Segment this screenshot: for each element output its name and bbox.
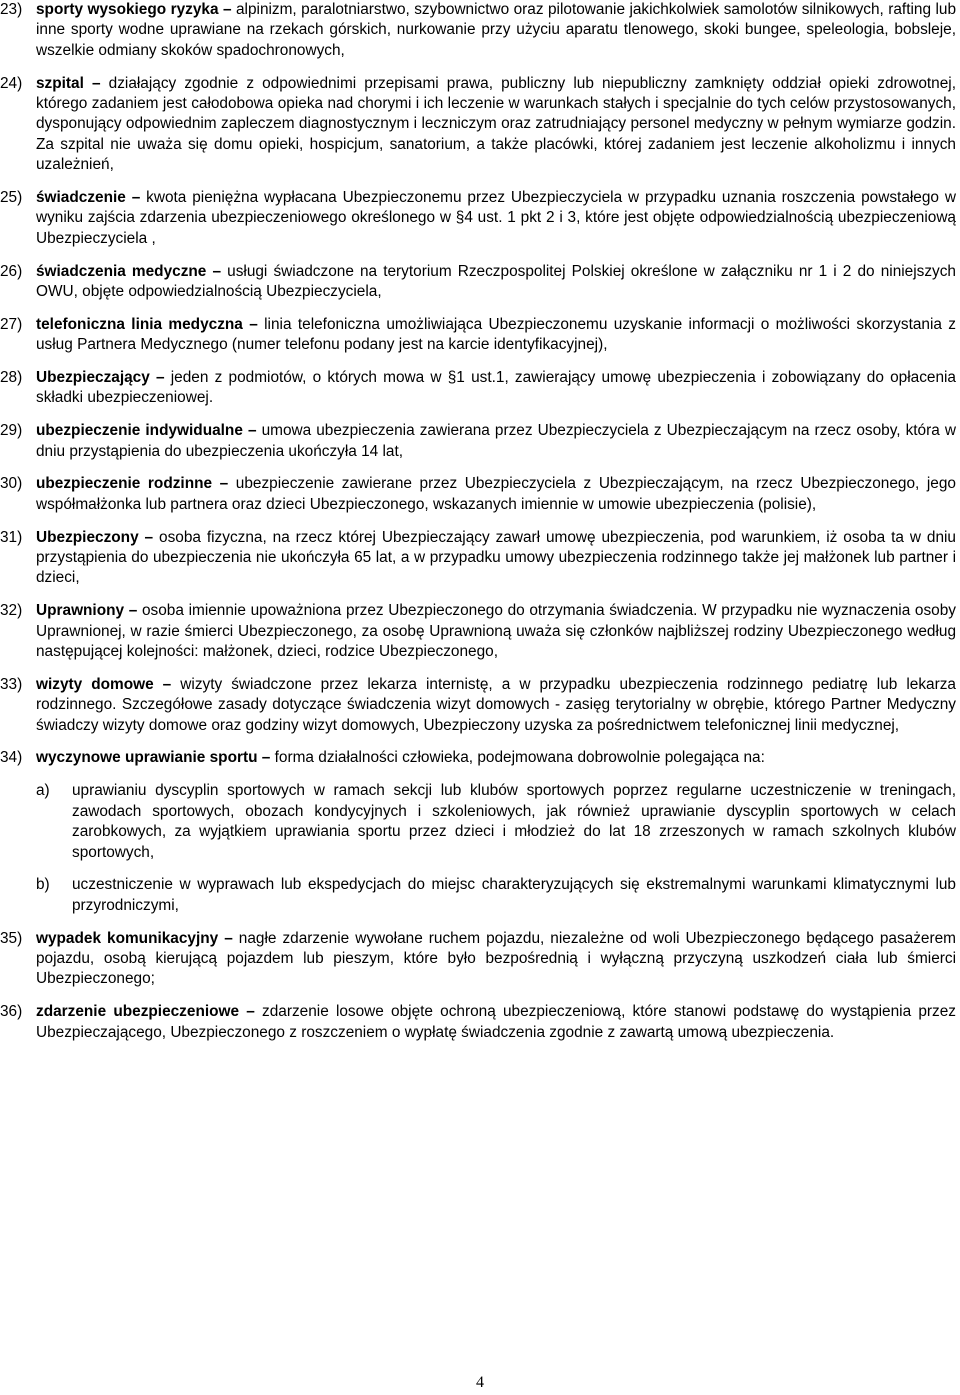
definition-term: sporty wysokiego ryzyka	[36, 1, 219, 18]
definition-item	[0, 474, 960, 515]
definition-term: wypadek komunikacyjny	[36, 929, 219, 947]
definition-item	[0, 188, 960, 249]
definition-term: świadczenie	[36, 189, 126, 207]
definition-term: Uprawniony	[36, 602, 125, 620]
definition-separator: –	[218, 1, 236, 18]
definition-item	[0, 528, 960, 589]
subitem-label: b)	[36, 876, 50, 894]
definition-number: 23)	[0, 1, 23, 18]
definition-number: 24)	[0, 74, 23, 92]
definition-text: zdarzenie losowe objęte ochroną ubezpieczeniową, które stanowi podstawę do wystąpienia przez Ubezpieczającego, Ubezpieczonego z roszczeniem o wypłatę świadczenia zgodnie z zawartą umową ubezpieczenia.	[36, 1003, 956, 1041]
definition-number: 36)	[0, 1003, 23, 1021]
definition-separator: –	[153, 675, 181, 693]
definition-number: 35)	[0, 929, 23, 947]
definition-subitem	[36, 781, 956, 863]
page-number: 4	[476, 1374, 484, 1391]
definition-text: ubezpieczenie zawierane przez Ubezpieczyciela z Ubezpieczającym, na rzecz Ubezpieczonego, jego współmałżonka lub partnera oraz dzieci Ubezpieczonego, wskazanych imiennie w umowie ubezpieczenia (polisie),	[36, 475, 956, 513]
definition-text: osoba imiennie upoważniona przez Ubezpieczonego do otrzymania świadczenia. W przypadku nie wyznaczenia osoby Uprawnionej, w razie śmierci Ubezpieczonego, za osobę Uprawnioną uważa się członków najbliższej rodziny Ubezpieczonego według następującej kolejności: małżonek, dzieci, rodzice Ubezpieczonego,	[36, 602, 956, 661]
definition-text: linia telefoniczna umożliwiająca Ubezpieczonemu uzyskanie informacji o możliwości skorzystania z usług Partnera Medycznego (numer telefonu podany jest na karcie identyfikacyjnej),	[36, 315, 956, 354]
definition-term: Ubezpieczający	[36, 369, 150, 387]
definition-item	[0, 262, 960, 303]
definition-text: umowa ubezpieczenia zawierana przez Ubezpieczyciela z Ubezpieczającym na rzecz osoby, która w dniu przystąpienia do ubezpieczenia ukończyła 14 lat,	[36, 422, 956, 460]
definition-term: wyczynowe uprawianie sportu	[36, 749, 258, 767]
definition-number: 27)	[0, 315, 23, 333]
definition-item	[0, 748, 960, 916]
definition-number: 31)	[0, 528, 23, 546]
definition-number: 33)	[0, 675, 23, 693]
definition-item	[0, 601, 960, 662]
definition-term: szpital	[36, 74, 84, 92]
definition-item	[0, 929, 960, 990]
definition-separator: –	[124, 602, 142, 620]
definition-separator: –	[138, 528, 160, 546]
definition-term: ubezpieczenie rodzinne	[36, 475, 213, 493]
definition-item	[0, 675, 960, 736]
definition-term: telefoniczna linia medyczna	[36, 315, 243, 333]
definition-separator: –	[212, 475, 236, 493]
definition-term: świadczenia medyczne	[36, 262, 207, 280]
definition-text: alpinizm, paralotniarstwo, szybownictwo oraz pilotowanie jakichkolwiek samolotów silnikowych, rafting lub inne sporty wodne uprawiane na rzekach górskich, nurkowanie przy użyciu aparatu tlenowego, skoki bungee, speleologia, bobsleje, wszelkie odmiany skoków spadochronowych,	[36, 1, 956, 59]
definition-item	[0, 315, 960, 356]
definition-term: Ubezpieczony	[36, 528, 139, 546]
definition-text: nagłe zdarzenie wywołane ruchem pojazdu, niezależne od woli Ubezpieczonego będącego pasażerem pojazdu, osobą kierującą pojazdem lub pieszym, które było bezpośrednią i wyłączną przyczyną uszkodzeń ciała lub śmierci Ubezpieczonego;	[36, 929, 956, 988]
definition-text: wizyty świadczone przez lekarza internistę, a w przypadku ubezpieczenia rodzinnego pediatrę lub lekarza rodzinnego. Szczegółowe zasady dotyczące świadczenia wizyt domowych - zasięg terytorialny w obrębie, którego Partner Medyczny świadczy wizyty domowe oraz godziny wizyt domowych, Ubezpieczony uzyska za pośrednictwem telefonicznej linii medycznej,	[36, 675, 956, 734]
definition-separator: –	[206, 262, 228, 280]
definition-separator: –	[83, 74, 109, 92]
definition-number: 34)	[0, 749, 23, 767]
definition-text: kwota pieniężna wypłacana Ubezpieczonemu przez Ubezpieczyciela w przypadku uznania roszczenia powstałego w wyniku zajścia zdarzenia ubezpieczeniowego określonego w §4 ust. 1 pkt 2 i 3, które jest objęte odpowiedzialnością ubezpieczeniową Ubezpieczyciela ,	[36, 189, 956, 247]
definition-term: wizyty domowe	[36, 675, 154, 693]
definition-term: zdarzenie ubezpieczeniowe	[36, 1003, 240, 1021]
definition-text: forma działalności człowieka, podejmowana dobrowolnie polegająca na:	[274, 749, 765, 767]
definition-text: jeden z podmiotów, o których mowa w §1 ust.1, zawierający umowę ubezpieczenia i zobowiązany do opłacenia składki ubezpieczeniowej.	[36, 369, 956, 407]
definition-item	[0, 1002, 960, 1043]
definition-number: 30)	[0, 475, 23, 493]
definition-text: usługi świadczone na terytorium Rzeczpospolitej Polskiej określone w załączniku nr 1 i 2 do niniejszych OWU, objęte odpowiedzialnością Ubezpieczyciela,	[36, 262, 956, 301]
definition-separator: –	[242, 315, 265, 333]
definition-term: ubezpieczenie indywidualne	[36, 422, 243, 440]
definition-separator: –	[125, 189, 147, 207]
definition-number: 25)	[0, 189, 23, 207]
definition-subitem	[36, 875, 956, 916]
subitem-text: uprawianiu dyscyplin sportowych w ramach sekcji lub klubów sportowych poprzez regularne uczestniczenie w treningach, zawodach sportowych, obozach kondycyjnych i szkoleniowych, jak również uprawianie dyscyplin sportowych w celach zarobkowych, za wyjątkiem uprawiania sportu przez dzieci i młodzież do lat 18 zrzeszonych w ramach szkolnych klubów sportowych,	[72, 782, 956, 861]
definition-item	[0, 0, 960, 61]
definition-separator: –	[218, 929, 239, 947]
definition-number: 32)	[0, 602, 23, 620]
definition-item	[0, 368, 960, 409]
subitem-text: uczestniczenie w wyprawach lub ekspedycjach do miejsc charakteryzujących się ekstremalnymi warunkami klimatycznymi lub przyrodniczymi,	[72, 876, 956, 914]
definition-separator: –	[242, 422, 262, 440]
definition-separator: –	[257, 749, 275, 767]
definition-separator: –	[149, 369, 171, 387]
definition-number: 26)	[0, 262, 23, 280]
definition-number: 28)	[0, 369, 23, 387]
definition-text: działający zgodnie z odpowiednimi przepisami prawa, publiczny lub niepubliczny zamknięty oddział opieki zdrowotnej, którego zadaniem jest całodobowa opieka nad chorymi i ich leczenie w warunkach stałych i specjalnie do tych celów przystosowanych, dysponujący odpowiednim zapleczem diagnostycznym i leczniczym oraz zatrudniający personel medyczny w pełnym wymiarze godzin. Za szpital nie uważa się domu opieki, hospicjum, sanatorium, a także placówki, której zadaniem jest leczenie alkoholizmu i innych uzależnień,	[36, 74, 956, 174]
definition-separator: –	[239, 1003, 263, 1021]
definition-text: osoba fizyczna, na rzecz której Ubezpieczający zawarł umowę ubezpieczenia, pod warunkiem, iż osoba ta w dniu przystąpienia do ubezpieczenia nie ukończyła 65 lat, a w przypadku umowy ubezpieczenia rodzinnego także jej małżonek lub partner i dzieci,	[36, 528, 956, 587]
definition-number: 29)	[0, 422, 23, 440]
definition-item	[0, 74, 960, 176]
definition-item	[0, 421, 960, 462]
subitem-label: a)	[36, 782, 50, 800]
